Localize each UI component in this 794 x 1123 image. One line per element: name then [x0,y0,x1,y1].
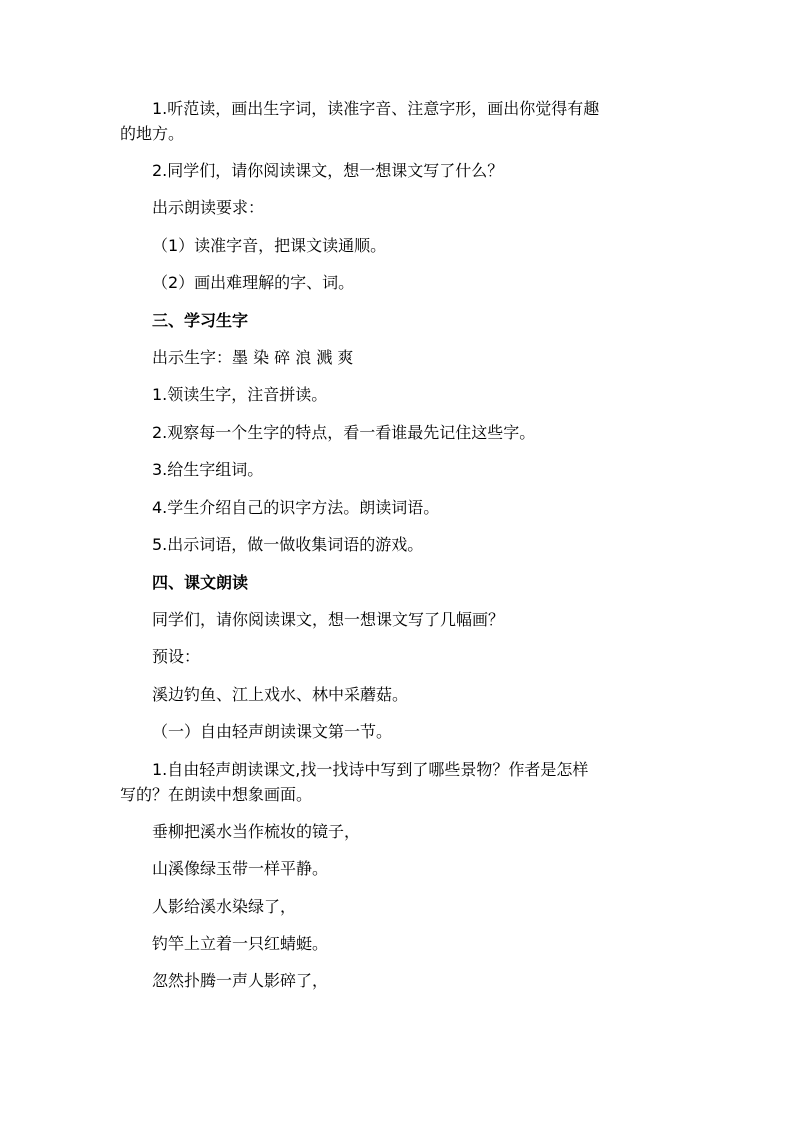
poem-line: 钓竿上立着一只红蜻蜓。 [152,934,329,953]
paragraph-line: 预设： [152,647,201,666]
paragraph-line: （一）自由轻声朗读课文第一节。 [152,722,393,741]
paragraph-line: 2.同学们，请你阅读课文，想一想课文写了什么？ [152,161,504,180]
paragraph-line: 溪边钓鱼、江上戏水、林中采蘑菇。 [152,685,409,704]
paragraph-line: （1）读准字音，把课文读通顺。 [152,236,387,255]
section-heading: 四、课文朗读 [152,573,249,592]
paragraph-line: 同学们，请你阅读课文，想一想课文写了几幅画？ [152,610,505,629]
paragraph-line: 出示朗读要求： [152,198,265,217]
paragraph-line: 1.自由轻声朗读课文,找一找诗中写到了哪些景物？作者是怎样 [152,760,589,779]
paragraph-line: 出示生字：墨 染 碎 浪 溅 爽 [152,348,354,367]
poem-line: 垂柳把溪水当作梳妆的镜子， [152,822,361,841]
paragraph-line: 3.给生字组词。 [152,460,264,479]
paragraph-line: 5.出示词语，做一做收集词语的游戏。 [152,535,424,554]
paragraph-line: 1.领读生字，注音拼读。 [152,385,328,404]
paragraph-line: （2）画出难理解的字、词。 [152,273,355,292]
paragraph-line: 1.听范读，画出生字词，读准字音、注意字形，画出你觉得有趣 [152,99,600,118]
paragraph-line: 2.观察每一个生字的特点，看一看谁最先记住这些字。 [152,423,536,442]
paragraph-line: 4.学生介绍自己的识字方法。朗读词语。 [152,498,440,517]
poem-line: 山溪像绿玉带一样平静。 [152,859,329,878]
paragraph-line: 写的？在朗读中想象画面。 [120,785,313,804]
poem-line: 忽然扑腾一声人影碎了， [152,971,329,990]
poem-line: 人影给溪水染绿了， [152,897,297,916]
section-heading: 三、学习生字 [152,311,249,330]
paragraph-line: 的地方。 [120,124,185,143]
